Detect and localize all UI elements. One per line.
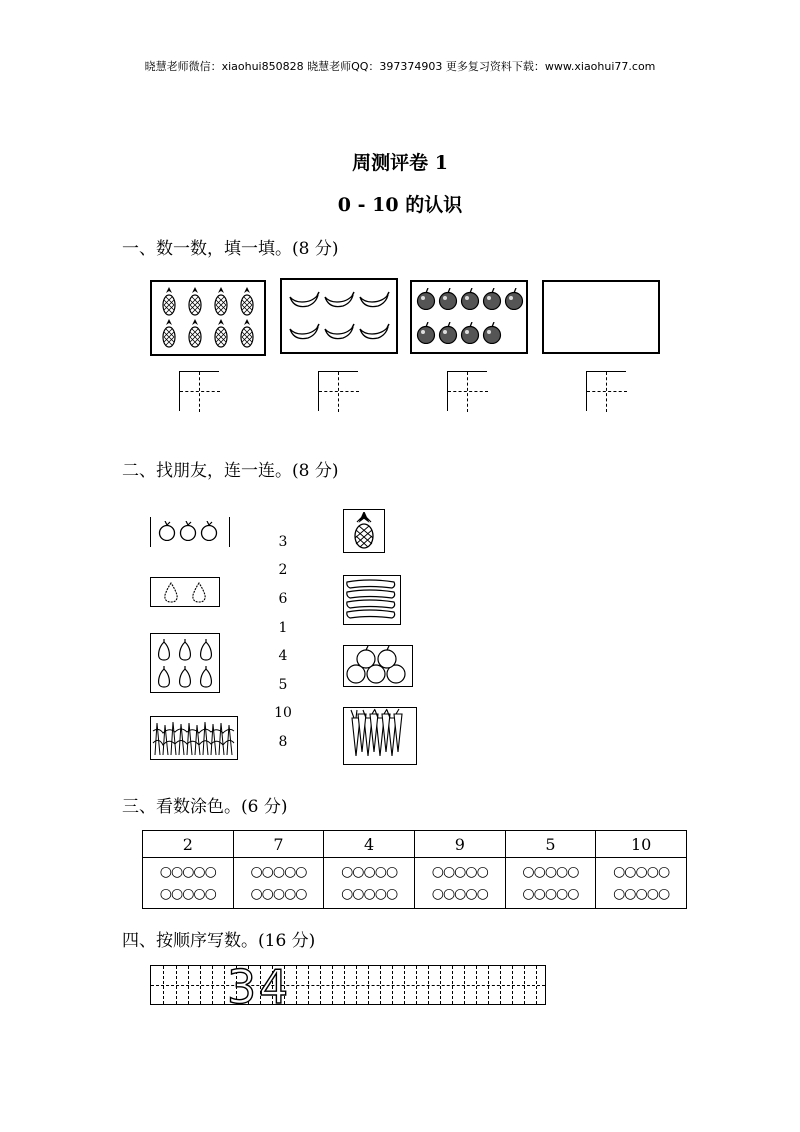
circle-row[interactable]: ○○○○○	[341, 886, 398, 902]
banana-icon	[321, 316, 356, 348]
writing-guide	[188, 966, 189, 1004]
count-box-pineapples	[150, 280, 266, 356]
picture-ten-grass	[150, 716, 238, 760]
writing-guide	[404, 966, 405, 1004]
match-number: 6	[278, 591, 288, 607]
pear-icon	[161, 581, 181, 607]
banana-icon	[357, 284, 392, 316]
pear-icon	[189, 581, 209, 607]
writing-guide	[476, 966, 477, 1004]
match-number: 3	[278, 534, 288, 550]
writing-guide	[356, 966, 357, 1004]
color-count-table	[142, 830, 687, 909]
circle-row[interactable]: ○○○○○	[341, 864, 398, 880]
pineapple-icon	[208, 318, 234, 350]
circle-row[interactable]: ○○○○○	[613, 886, 670, 902]
trace-digit: 3	[227, 960, 257, 1014]
picture-six-pears	[150, 633, 220, 693]
section-3-heading: 三、看数涂色。(6 分)	[122, 797, 288, 817]
match-number: 5	[278, 677, 288, 693]
table-header-cell: 7	[233, 831, 324, 858]
table-header-cell: 5	[505, 831, 596, 858]
answer-grid-3[interactable]	[447, 371, 487, 411]
writing-guide	[332, 966, 333, 1004]
apple-icon	[504, 288, 524, 314]
match-number: 4	[278, 648, 288, 664]
apple-icon	[416, 288, 436, 314]
writing-guide	[344, 966, 345, 1004]
pineapple-icon	[234, 286, 260, 318]
circle-row[interactable]: ○○○○○	[522, 886, 579, 902]
circle-row[interactable]: ○○○○○	[250, 886, 307, 902]
apple-icon	[438, 288, 458, 314]
count-box-bananas	[280, 278, 398, 354]
table-header-cell: 10	[596, 831, 687, 858]
match-number: 8	[278, 734, 288, 750]
pineapple-icon	[208, 286, 234, 318]
writing-guide	[296, 966, 297, 1004]
grass-icon	[151, 717, 236, 758]
match-number: 1	[278, 620, 288, 636]
page-subtitle: 0 - 10 的认识	[337, 194, 463, 216]
match-number: 2	[278, 562, 288, 578]
apple-icon	[178, 521, 198, 545]
pear-group	[151, 578, 219, 607]
circle-cell[interactable]	[143, 858, 234, 909]
count-box-apples	[410, 280, 528, 354]
pear-icon	[153, 636, 174, 663]
writing-guide	[524, 966, 525, 1004]
circle-cell[interactable]	[414, 858, 505, 909]
page-header: 晓慧老师微信：xiaohui850828 晓慧老师QQ：397374903 更多复习资料下载：www.xiaohui77.com	[144, 60, 656, 73]
picture-four-bananas	[343, 575, 401, 625]
writing-guide	[428, 966, 429, 1004]
section-2-heading: 二、找朋友，连一连。(8 分)	[122, 461, 339, 481]
circle-row[interactable]: ○○○○○	[431, 864, 488, 880]
page-title: 周测评卷 1	[352, 152, 448, 174]
fruit-pile-icon	[344, 646, 411, 685]
banana-icon	[344, 576, 399, 623]
circle-row[interactable]: ○○○○○	[159, 864, 216, 880]
apple-icon	[482, 322, 502, 348]
pineapple-grid	[152, 282, 264, 354]
apple-icon	[199, 521, 219, 545]
writing-guide	[163, 966, 164, 1004]
picture-five-fruits	[343, 645, 413, 687]
writing-guide	[464, 966, 465, 1004]
circle-row[interactable]: ○○○○○	[159, 886, 216, 902]
writing-guide	[212, 966, 213, 1004]
pear-icon	[196, 636, 217, 663]
apple-icon	[416, 322, 436, 348]
apple-icon	[460, 322, 480, 348]
apple-icon	[460, 288, 480, 314]
circle-row[interactable]: ○○○○○	[250, 864, 307, 880]
writing-guide	[392, 966, 393, 1004]
banana-icon	[286, 284, 321, 316]
number-writing-strip[interactable]	[150, 960, 546, 1014]
writing-guide	[176, 966, 177, 1004]
circle-cell[interactable]	[233, 858, 324, 909]
table-header-cell: 9	[414, 831, 505, 858]
carrot-icon	[344, 708, 415, 763]
picture-three-apples	[150, 517, 230, 547]
apple-icon	[157, 521, 177, 545]
writing-guide	[536, 966, 537, 1004]
circle-row[interactable]: ○○○○○	[431, 886, 488, 902]
section-4-heading: 四、按顺序写数。(16 分)	[122, 931, 316, 951]
pear-icon	[174, 636, 195, 663]
pear-grid	[151, 634, 219, 692]
apple-row-bottom	[416, 322, 502, 348]
section-1-heading: 一、数一数，填一填。(8 分)	[122, 239, 339, 259]
circle-cell[interactable]	[596, 858, 687, 909]
writing-guide	[380, 966, 381, 1004]
pineapple-icon	[156, 318, 182, 350]
apple-group	[151, 517, 229, 545]
writing-midline	[151, 985, 545, 986]
pineapple-icon	[182, 286, 208, 318]
picture-two-pears	[150, 577, 220, 607]
writing-guide	[368, 966, 369, 1004]
pineapple-icon	[156, 286, 182, 318]
circle-cell[interactable]	[324, 858, 415, 909]
circle-row[interactable]: ○○○○○	[522, 864, 579, 880]
trace-digit: 4	[259, 960, 289, 1014]
banana-icon	[357, 316, 392, 348]
table-header-cell: 4	[324, 831, 415, 858]
writing-guide	[416, 966, 417, 1004]
answer-grid-1[interactable]	[179, 371, 219, 411]
writing-guide	[488, 966, 489, 1004]
answer-grid-2[interactable]	[318, 371, 358, 411]
pineapple-icon	[234, 318, 260, 350]
pear-icon	[174, 663, 195, 690]
table-header-cell: 2	[143, 831, 234, 858]
circle-cell[interactable]	[505, 858, 596, 909]
apple-icon	[482, 288, 502, 314]
banana-icon	[321, 284, 356, 316]
apple-icon	[438, 322, 458, 348]
picture-one-pineapple	[343, 509, 385, 553]
pineapple-icon	[344, 510, 384, 552]
writing-guide	[308, 966, 309, 1004]
pineapple-icon	[182, 318, 208, 350]
writing-guide	[320, 966, 321, 1004]
pear-icon	[196, 663, 217, 690]
answer-grid-4[interactable]	[586, 371, 626, 411]
circle-row[interactable]: ○○○○○	[613, 864, 670, 880]
writing-guide	[224, 966, 225, 1004]
pear-icon	[153, 663, 174, 690]
picture-eight-carrots	[343, 707, 417, 765]
writing-guide	[452, 966, 453, 1004]
match-number: 10	[274, 705, 292, 721]
writing-guide	[500, 966, 501, 1004]
writing-guide	[512, 966, 513, 1004]
count-box-empty	[542, 280, 660, 354]
apple-row-top	[416, 288, 524, 314]
writing-guide	[200, 966, 201, 1004]
banana-icon	[286, 316, 321, 348]
banana-grid	[282, 280, 396, 352]
writing-guide	[440, 966, 441, 1004]
